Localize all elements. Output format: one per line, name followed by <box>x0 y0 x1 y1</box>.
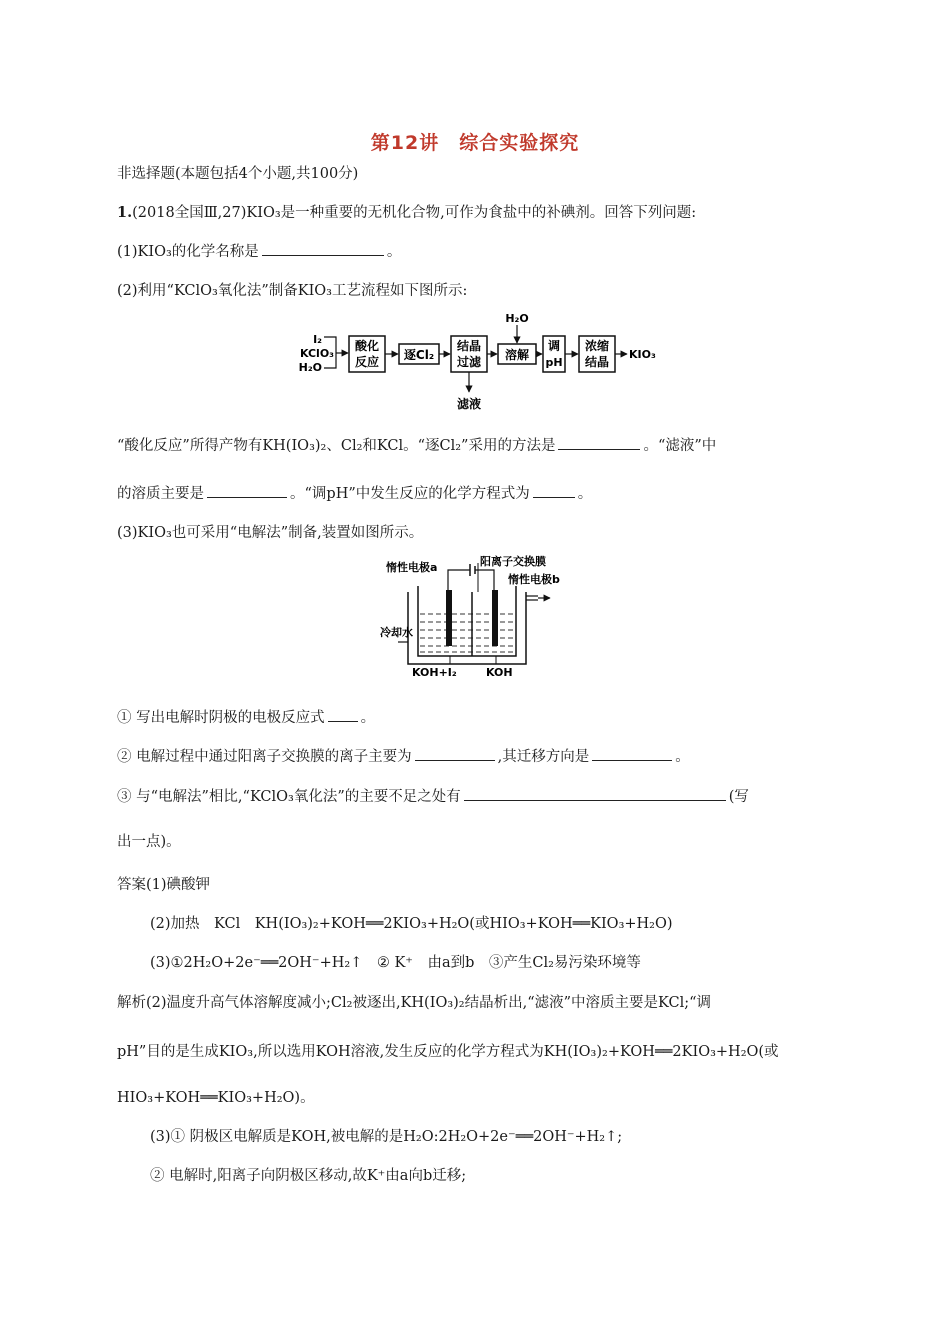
question-1-part-3-item-1 <box>117 706 375 727</box>
question-1-part-3: (3)KIO₃也可采用“电解法”制备,装置如图所示。 <box>117 525 424 541</box>
cooling-jacket <box>408 592 526 664</box>
answer-line-2: (2)加热 KCl KH(IO₃)₂+KOH══2KIO₃+H₂O(或HIO₃+KOH══KIO₃+H₂O) <box>150 916 673 932</box>
input-kclo3: KClO₃ <box>299 347 334 360</box>
answer-blank <box>328 707 358 722</box>
input-h2o: H₂O <box>298 361 322 374</box>
section-subtitle: 非选择题(本题包括4个小题,共100分) <box>117 166 359 182</box>
text: ① 写出电解时阴极的电极反应式 <box>117 710 325 726</box>
explanation-line-1: 解析(2)温度升高气体溶解度减小;Cl₂被逐出,KH(IO₃)₂结晶析出,“滤液”中溶质主要是KCl;“调 <box>117 995 712 1011</box>
electrode-b <box>492 590 498 646</box>
electrode-a-label: 惰性电极a <box>386 561 438 574</box>
text: “酸化反应”所得产物有KH(IO₃)₂、Cl₂和KCl。“逐Cl₂”采用的方法是 <box>117 438 556 454</box>
step-label: 逐Cl₂ <box>403 348 435 362</box>
question-1-part-2-line-2 <box>117 482 592 503</box>
explanation-line-2: pH”目的是生成KIO₃,所以选用KOH溶液,发生反应的化学方程式为KH(IO₃)₂+KOH══2KIO₃+H₂O(或 <box>117 1044 779 1060</box>
filtrate-label: 滤液 <box>456 397 482 411</box>
part-1-end: 。 <box>386 244 402 260</box>
part-1-text: (1)KIO₃的化学名称是 <box>117 244 259 260</box>
question-1-part-2-line-1 <box>117 434 716 455</box>
question-1-part-1 <box>117 240 401 261</box>
text: ③ 与“电解法”相比,“KClO₃氧化法”的主要不足之处有 <box>117 789 461 805</box>
page-title: 第12讲 综合实验探究 <box>370 132 580 154</box>
question-number: 1. <box>117 204 133 221</box>
step-label: 结晶 <box>584 355 610 369</box>
step-label: 结晶 <box>456 339 482 353</box>
electrode-b-label: 惰性电极b <box>508 573 560 586</box>
question-1-part-3-item-3-cont: 出一点)。 <box>117 834 181 850</box>
question-1-part-3-item-3 <box>117 785 749 806</box>
step-label: 浓缩 <box>584 339 610 353</box>
text: 的溶质主要是 <box>117 486 204 502</box>
question-1-part-2: (2)利用“KClO₃氧化法”制备KIO₃工艺流程如下图所示: <box>117 283 468 299</box>
text: 。“滤液”中 <box>643 438 717 454</box>
text: 。 <box>577 486 593 502</box>
electrode-a <box>446 590 452 646</box>
text: 。“调pH”中发生反应的化学方程式为 <box>290 486 530 502</box>
step-label: pH <box>545 356 563 369</box>
membrane-label: 阳离子交换膜 <box>480 555 546 568</box>
step-label: 调 <box>547 339 561 353</box>
right-solution-label: KOH <box>486 666 513 679</box>
answer-blank <box>207 483 287 498</box>
answer-blank <box>592 746 672 761</box>
text: 。 <box>360 710 376 726</box>
question-1-intro <box>117 201 696 222</box>
external-wire <box>448 570 494 592</box>
text: ,其迁移方向是 <box>497 749 590 765</box>
answer-line-3: (3)①2H₂O+2e⁻══2OH⁻+H₂↑ ② K⁺ 由a到b ③产生Cl₂易污染环境等 <box>150 955 641 971</box>
question-1-text: (2018全国Ⅲ,27)KIO₃是一种重要的无机化合物,可作为食盐中的补碘剂。回答下列问题: <box>132 205 697 221</box>
step-label: 溶解 <box>504 348 530 362</box>
answer-blank <box>262 241 384 256</box>
text: 。 <box>675 749 690 765</box>
product-label: KIO₃ <box>629 348 656 361</box>
answer-blank <box>464 786 726 801</box>
electrolysis-cell-diagram <box>378 552 588 682</box>
left-solution-label: KOH+I₂ <box>412 666 457 679</box>
answer-line-1: 答案(1)碘酸钾 <box>117 877 211 893</box>
explanation-line-3: HIO₃+KOH══KIO₃+H₂O)。 <box>117 1090 315 1106</box>
explanation-line-4: (3)① 阴极区电解质是KOH,被电解的是H₂O:2H₂O+2e⁻══2OH⁻+H₂↑; <box>150 1129 623 1145</box>
explanation-line-5: ② 电解时,阳离子向阴极区移动,故K⁺由a向b迁移; <box>150 1168 467 1184</box>
answer-blank <box>558 435 640 450</box>
answer-blank <box>415 746 495 761</box>
water-input-label: H₂O <box>505 312 529 325</box>
step-label: 反应 <box>354 355 380 369</box>
solution-level <box>420 614 514 652</box>
question-1-part-3-item-2 <box>117 745 690 766</box>
step-label: 酸化 <box>354 339 380 353</box>
coolant-label: 冷却水 <box>380 626 413 639</box>
process-flow-diagram <box>288 308 668 414</box>
text: (写 <box>728 789 749 805</box>
input-i2: I₂ <box>313 333 322 346</box>
text: ② 电解过程中通过阳离子交换膜的离子主要为 <box>117 749 412 765</box>
step-label: 过滤 <box>456 355 482 369</box>
answer-blank <box>533 483 575 498</box>
